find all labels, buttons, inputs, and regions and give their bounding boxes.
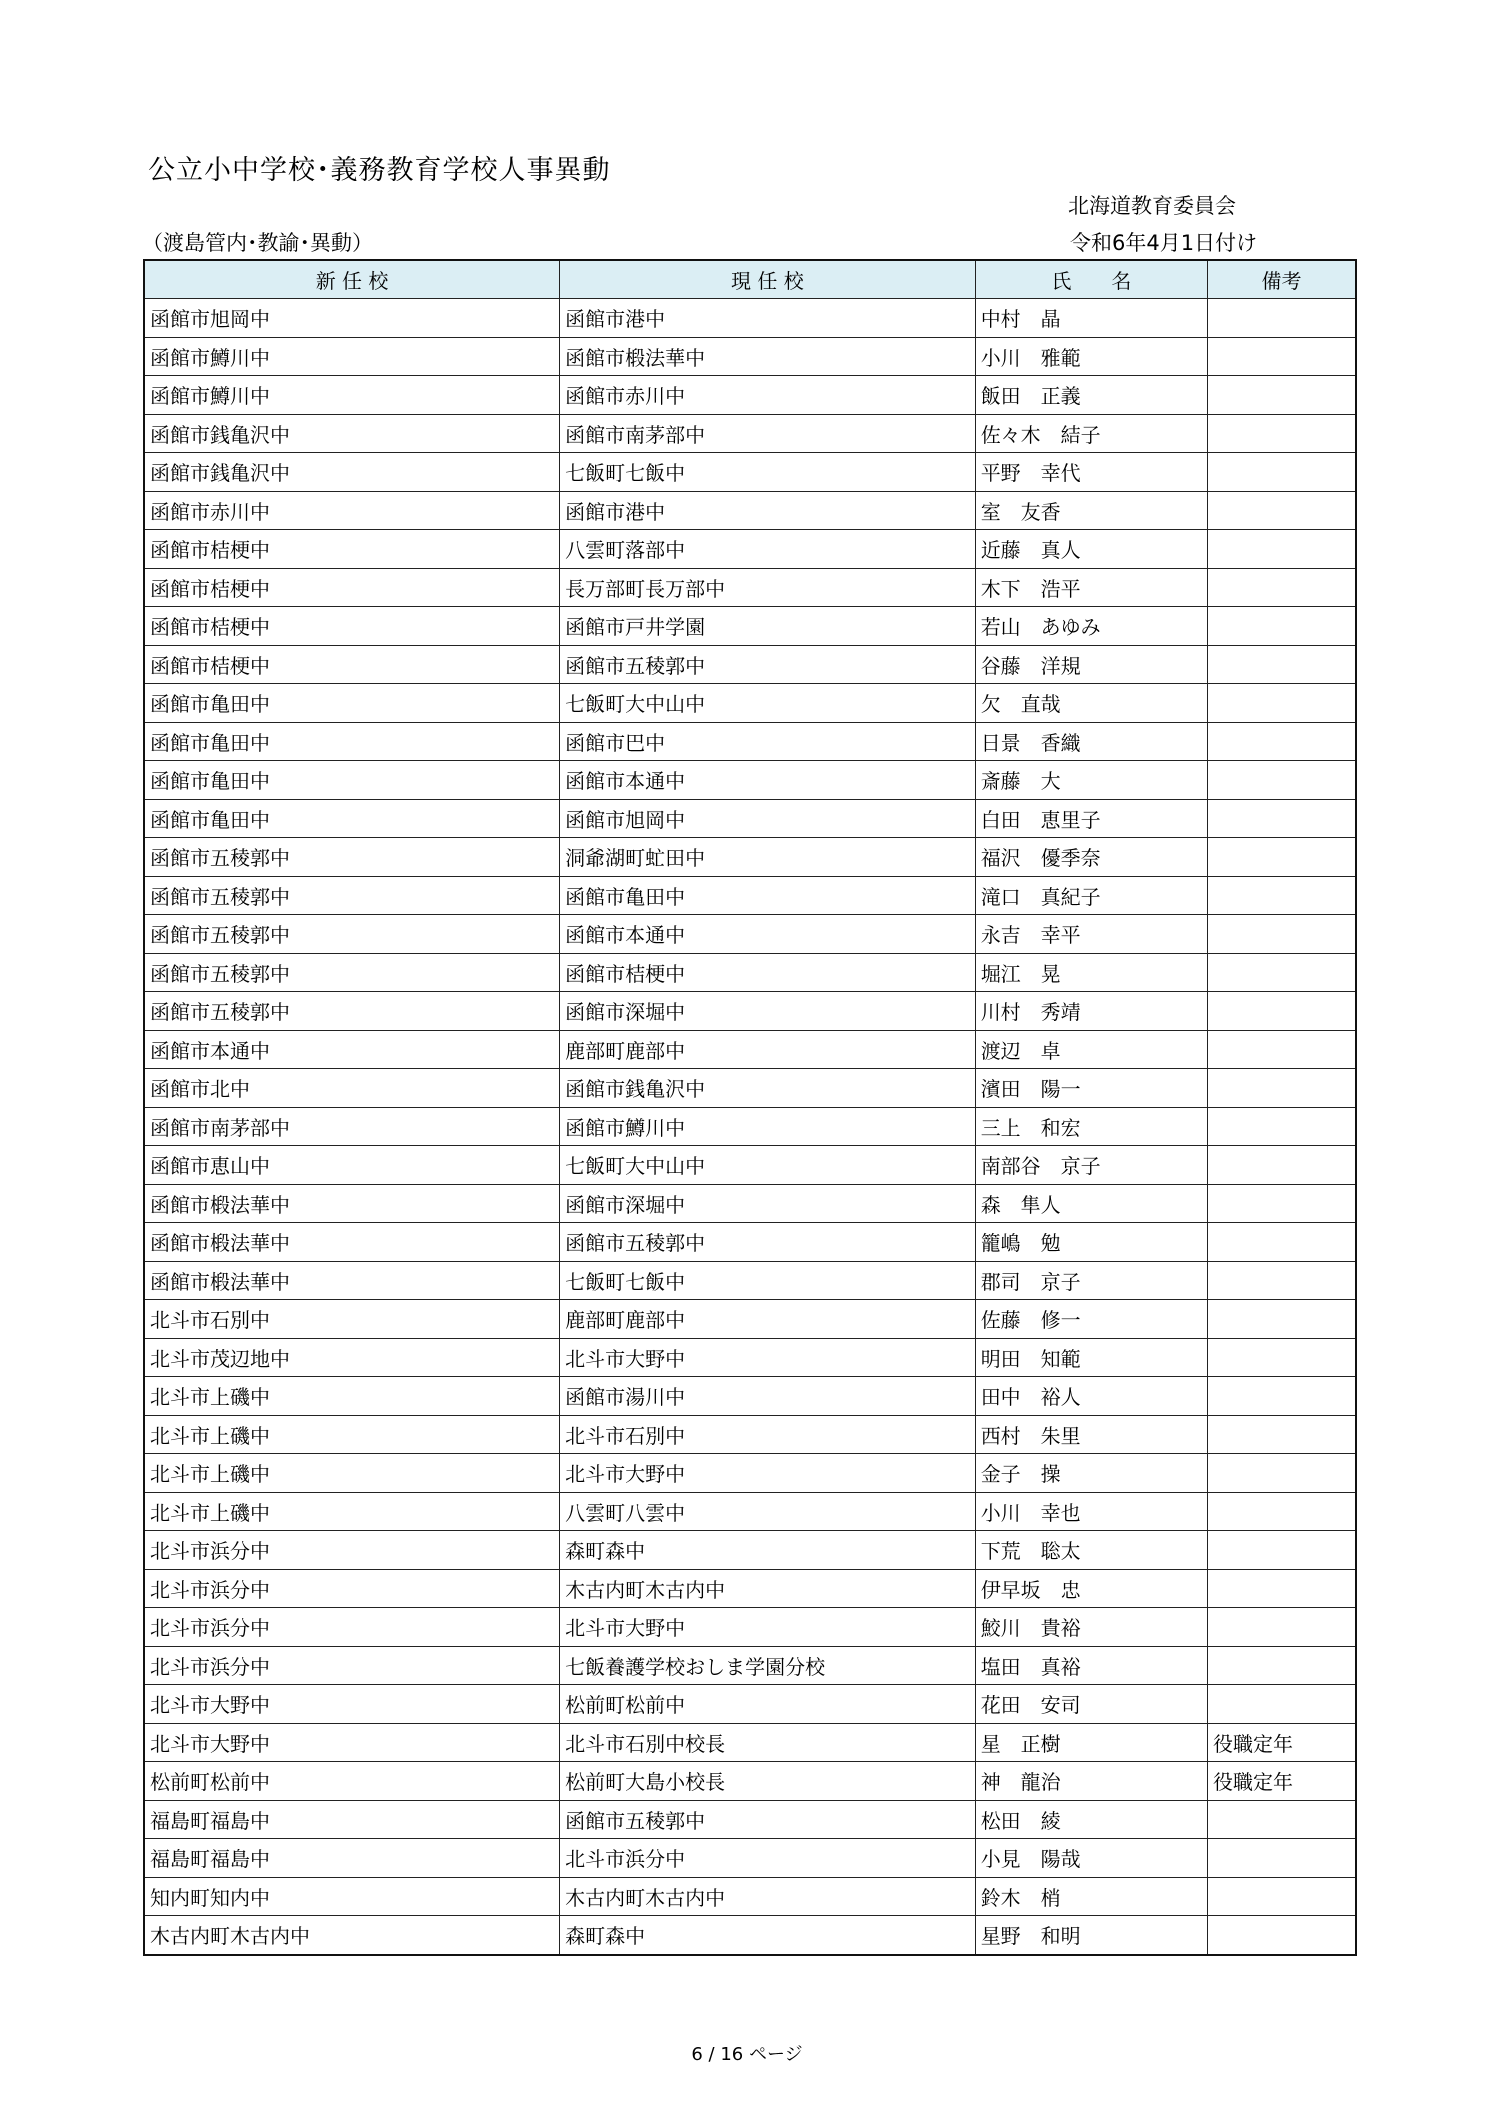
name-cell: 若山 あゆみ bbox=[975, 607, 1207, 646]
remarks-cell bbox=[1208, 299, 1356, 338]
personnel-table bbox=[143, 259, 1357, 1956]
table-row bbox=[144, 1800, 1356, 1839]
current-school-cell: 函館市桔梗中 bbox=[560, 953, 976, 992]
name-cell: 星 正樹 bbox=[975, 1723, 1207, 1762]
remarks-cell bbox=[1208, 1531, 1356, 1570]
remarks-cell bbox=[1208, 761, 1356, 800]
table-row bbox=[144, 1454, 1356, 1493]
name-cell: 川村 秀靖 bbox=[975, 992, 1207, 1031]
table-body bbox=[144, 299, 1356, 1955]
table-row bbox=[144, 568, 1356, 607]
remarks-cell bbox=[1208, 645, 1356, 684]
current-school-cell: 北斗市浜分中 bbox=[560, 1839, 976, 1878]
issuer: 北海道教育委員会 bbox=[1068, 194, 1236, 218]
current-school-cell: 森町森中 bbox=[560, 1916, 976, 1955]
new-school-cell: 北斗市浜分中 bbox=[144, 1569, 560, 1608]
remarks-cell bbox=[1208, 1916, 1356, 1955]
name-cell: 伊早坂 忠 bbox=[975, 1569, 1207, 1608]
name-cell: 金子 操 bbox=[975, 1454, 1207, 1493]
current-school-cell: 北斗市大野中 bbox=[560, 1608, 976, 1647]
name-cell: 籠嶋 勉 bbox=[975, 1223, 1207, 1262]
name-cell: 白田 恵里子 bbox=[975, 799, 1207, 838]
table-header bbox=[144, 260, 1356, 299]
remarks-cell bbox=[1208, 1415, 1356, 1454]
new-school-cell: 北斗市上磯中 bbox=[144, 1492, 560, 1531]
new-school-cell: 木古内町木古内中 bbox=[144, 1916, 560, 1955]
header-current-school: 現 任 校 bbox=[560, 260, 976, 299]
new-school-cell: 函館市椴法華中 bbox=[144, 1184, 560, 1223]
current-school-cell: 函館市巴中 bbox=[560, 722, 976, 761]
new-school-cell: 北斗市浜分中 bbox=[144, 1608, 560, 1647]
new-school-cell: 函館市旭岡中 bbox=[144, 299, 560, 338]
table-row bbox=[144, 1069, 1356, 1108]
name-cell: 谷藤 洋規 bbox=[975, 645, 1207, 684]
remarks-cell bbox=[1208, 1069, 1356, 1108]
new-school-cell: 函館市亀田中 bbox=[144, 684, 560, 723]
remarks-cell bbox=[1208, 1030, 1356, 1069]
table-row bbox=[144, 915, 1356, 954]
table-row bbox=[144, 607, 1356, 646]
page-number: 6 / 16 ページ bbox=[691, 2044, 803, 2065]
name-cell: 鈴木 梢 bbox=[975, 1877, 1207, 1916]
current-school-cell: 函館市旭岡中 bbox=[560, 799, 976, 838]
name-cell: 塩田 真裕 bbox=[975, 1646, 1207, 1685]
current-school-cell: 函館市港中 bbox=[560, 299, 976, 338]
remarks-cell bbox=[1208, 1839, 1356, 1878]
remarks-cell bbox=[1208, 1377, 1356, 1416]
remarks-cell bbox=[1208, 453, 1356, 492]
name-cell: 南部谷 京子 bbox=[975, 1146, 1207, 1185]
remarks-cell: 役職定年 bbox=[1208, 1762, 1356, 1801]
new-school-cell: 北斗市大野中 bbox=[144, 1685, 560, 1724]
remarks-cell bbox=[1208, 1107, 1356, 1146]
name-cell: 室 友香 bbox=[975, 491, 1207, 530]
remarks-cell bbox=[1208, 1454, 1356, 1493]
current-school-cell: 函館市湯川中 bbox=[560, 1377, 976, 1416]
name-cell: 花田 安司 bbox=[975, 1685, 1207, 1724]
remarks-cell bbox=[1208, 1223, 1356, 1262]
remarks-cell: 役職定年 bbox=[1208, 1723, 1356, 1762]
effective-date: 令和6年4月1日付け bbox=[1070, 231, 1258, 255]
name-cell: 濱田 陽一 bbox=[975, 1069, 1207, 1108]
table-row bbox=[144, 1723, 1356, 1762]
new-school-cell: 北斗市上磯中 bbox=[144, 1377, 560, 1416]
remarks-cell bbox=[1208, 1492, 1356, 1531]
remarks-cell bbox=[1208, 568, 1356, 607]
current-school-cell: 木古内町木古内中 bbox=[560, 1569, 976, 1608]
current-school-cell: 鹿部町鹿部中 bbox=[560, 1030, 976, 1069]
table-row bbox=[144, 1300, 1356, 1339]
table-row bbox=[144, 1415, 1356, 1454]
header-new-school: 新 任 校 bbox=[144, 260, 560, 299]
table-row bbox=[144, 799, 1356, 838]
new-school-cell: 北斗市石別中 bbox=[144, 1300, 560, 1339]
current-school-cell: 函館市五稜郭中 bbox=[560, 1223, 976, 1262]
remarks-cell bbox=[1208, 1608, 1356, 1647]
new-school-cell: 北斗市大野中 bbox=[144, 1723, 560, 1762]
name-cell: 田中 裕人 bbox=[975, 1377, 1207, 1416]
current-school-cell: 七飯町七飯中 bbox=[560, 1261, 976, 1300]
current-school-cell: 北斗市大野中 bbox=[560, 1338, 976, 1377]
page-title: 公立小中学校･義務教育学校人事異動 bbox=[148, 155, 611, 186]
current-school-cell: 函館市港中 bbox=[560, 491, 976, 530]
table-row bbox=[144, 1646, 1356, 1685]
name-cell: 神 龍治 bbox=[975, 1762, 1207, 1801]
remarks-cell bbox=[1208, 1261, 1356, 1300]
table-row bbox=[144, 1184, 1356, 1223]
name-cell: 明田 知範 bbox=[975, 1338, 1207, 1377]
new-school-cell: 函館市恵山中 bbox=[144, 1146, 560, 1185]
current-school-cell: 七飯養護学校おしま学園分校 bbox=[560, 1646, 976, 1685]
current-school-cell: 木古内町木古内中 bbox=[560, 1877, 976, 1916]
current-school-cell: 函館市鱒川中 bbox=[560, 1107, 976, 1146]
current-school-cell: 函館市深堀中 bbox=[560, 1184, 976, 1223]
remarks-cell bbox=[1208, 876, 1356, 915]
table-row bbox=[144, 1762, 1356, 1801]
remarks-cell bbox=[1208, 414, 1356, 453]
current-school-cell: 洞爺湖町虻田中 bbox=[560, 838, 976, 877]
current-school-cell: 松前町大島小校長 bbox=[560, 1762, 976, 1801]
name-cell: 三上 和宏 bbox=[975, 1107, 1207, 1146]
name-cell: 下荒 聡太 bbox=[975, 1531, 1207, 1570]
remarks-cell bbox=[1208, 953, 1356, 992]
table-row bbox=[144, 722, 1356, 761]
header-row bbox=[144, 260, 1356, 299]
remarks-cell bbox=[1208, 530, 1356, 569]
name-cell: 欠 直哉 bbox=[975, 684, 1207, 723]
remarks-cell bbox=[1208, 607, 1356, 646]
name-cell: 福沢 優季奈 bbox=[975, 838, 1207, 877]
table-row bbox=[144, 1839, 1356, 1878]
new-school-cell: 函館市五稜郭中 bbox=[144, 992, 560, 1031]
name-cell: 郡司 京子 bbox=[975, 1261, 1207, 1300]
new-school-cell: 函館市五稜郭中 bbox=[144, 915, 560, 954]
table-row bbox=[144, 1107, 1356, 1146]
name-cell: 小川 雅範 bbox=[975, 337, 1207, 376]
new-school-cell: 函館市亀田中 bbox=[144, 761, 560, 800]
new-school-cell: 函館市南茅部中 bbox=[144, 1107, 560, 1146]
table-row bbox=[144, 1877, 1356, 1916]
new-school-cell: 函館市銭亀沢中 bbox=[144, 414, 560, 453]
remarks-cell bbox=[1208, 337, 1356, 376]
remarks-cell bbox=[1208, 1877, 1356, 1916]
remarks-cell bbox=[1208, 1685, 1356, 1724]
name-cell: 永吉 幸平 bbox=[975, 915, 1207, 954]
current-school-cell: 函館市赤川中 bbox=[560, 376, 976, 415]
current-school-cell: 七飯町大中山中 bbox=[560, 1146, 976, 1185]
new-school-cell: 函館市銭亀沢中 bbox=[144, 453, 560, 492]
name-cell: 森 隼人 bbox=[975, 1184, 1207, 1223]
remarks-cell bbox=[1208, 1146, 1356, 1185]
name-cell: 松田 綾 bbox=[975, 1800, 1207, 1839]
header-name: 氏 名 bbox=[975, 260, 1207, 299]
new-school-cell: 福島町福島中 bbox=[144, 1839, 560, 1878]
name-cell: 小見 陽哉 bbox=[975, 1839, 1207, 1878]
current-school-cell: 函館市椴法華中 bbox=[560, 337, 976, 376]
table-row bbox=[144, 1223, 1356, 1262]
remarks-cell bbox=[1208, 1800, 1356, 1839]
new-school-cell: 函館市五稜郭中 bbox=[144, 953, 560, 992]
current-school-cell: 北斗市大野中 bbox=[560, 1454, 976, 1493]
current-school-cell: 函館市五稜郭中 bbox=[560, 645, 976, 684]
name-cell: 堀江 晃 bbox=[975, 953, 1207, 992]
new-school-cell: 函館市亀田中 bbox=[144, 722, 560, 761]
table-row bbox=[144, 1492, 1356, 1531]
new-school-cell: 函館市鱒川中 bbox=[144, 376, 560, 415]
current-school-cell: 北斗市石別中 bbox=[560, 1415, 976, 1454]
table-row bbox=[144, 299, 1356, 338]
current-school-cell: 北斗市石別中校長 bbox=[560, 1723, 976, 1762]
name-cell: 佐藤 修一 bbox=[975, 1300, 1207, 1339]
new-school-cell: 北斗市浜分中 bbox=[144, 1646, 560, 1685]
name-cell: 滝口 真紀子 bbox=[975, 876, 1207, 915]
name-cell: 中村 晶 bbox=[975, 299, 1207, 338]
remarks-cell bbox=[1208, 1646, 1356, 1685]
name-cell: 鮫川 貴裕 bbox=[975, 1608, 1207, 1647]
current-school-cell: 函館市銭亀沢中 bbox=[560, 1069, 976, 1108]
current-school-cell: 函館市本通中 bbox=[560, 761, 976, 800]
new-school-cell: 函館市五稜郭中 bbox=[144, 838, 560, 877]
table-row bbox=[144, 953, 1356, 992]
remarks-cell bbox=[1208, 915, 1356, 954]
table-row bbox=[144, 530, 1356, 569]
header-remarks: 備考 bbox=[1208, 260, 1356, 299]
name-cell: 渡辺 卓 bbox=[975, 1030, 1207, 1069]
table-row bbox=[144, 414, 1356, 453]
new-school-cell: 函館市椴法華中 bbox=[144, 1223, 560, 1262]
table-row bbox=[144, 337, 1356, 376]
new-school-cell: 函館市北中 bbox=[144, 1069, 560, 1108]
table-row bbox=[144, 1338, 1356, 1377]
current-school-cell: 函館市亀田中 bbox=[560, 876, 976, 915]
table-row bbox=[144, 1608, 1356, 1647]
current-school-cell: 函館市深堀中 bbox=[560, 992, 976, 1031]
new-school-cell: 函館市五稜郭中 bbox=[144, 876, 560, 915]
table-row bbox=[144, 453, 1356, 492]
new-school-cell: 北斗市上磯中 bbox=[144, 1454, 560, 1493]
new-school-cell: 函館市本通中 bbox=[144, 1030, 560, 1069]
name-cell: 斎藤 大 bbox=[975, 761, 1207, 800]
new-school-cell: 北斗市上磯中 bbox=[144, 1415, 560, 1454]
remarks-cell bbox=[1208, 992, 1356, 1031]
table-row bbox=[144, 992, 1356, 1031]
remarks-cell bbox=[1208, 1569, 1356, 1608]
table-row bbox=[144, 838, 1356, 877]
new-school-cell: 函館市桔梗中 bbox=[144, 568, 560, 607]
name-cell: 木下 浩平 bbox=[975, 568, 1207, 607]
name-cell: 飯田 正義 bbox=[975, 376, 1207, 415]
remarks-cell bbox=[1208, 838, 1356, 877]
new-school-cell: 北斗市茂辺地中 bbox=[144, 1338, 560, 1377]
table-row bbox=[144, 1916, 1356, 1955]
current-school-cell: 函館市五稜郭中 bbox=[560, 1800, 976, 1839]
table-row bbox=[144, 1261, 1356, 1300]
current-school-cell: 松前町松前中 bbox=[560, 1685, 976, 1724]
current-school-cell: 函館市南茅部中 bbox=[560, 414, 976, 453]
name-cell: 西村 朱里 bbox=[975, 1415, 1207, 1454]
current-school-cell: 森町森中 bbox=[560, 1531, 976, 1570]
new-school-cell: 函館市亀田中 bbox=[144, 799, 560, 838]
remarks-cell bbox=[1208, 799, 1356, 838]
table-row bbox=[144, 645, 1356, 684]
name-cell: 小川 幸也 bbox=[975, 1492, 1207, 1531]
new-school-cell: 函館市鱒川中 bbox=[144, 337, 560, 376]
remarks-cell bbox=[1208, 1184, 1356, 1223]
table-row bbox=[144, 1569, 1356, 1608]
new-school-cell: 福島町福島中 bbox=[144, 1800, 560, 1839]
current-school-cell: 函館市本通中 bbox=[560, 915, 976, 954]
table-row bbox=[144, 376, 1356, 415]
remarks-cell bbox=[1208, 1300, 1356, 1339]
name-cell: 日景 香織 bbox=[975, 722, 1207, 761]
current-school-cell: 七飯町七飯中 bbox=[560, 453, 976, 492]
table-row bbox=[144, 1531, 1356, 1570]
new-school-cell: 函館市赤川中 bbox=[144, 491, 560, 530]
current-school-cell: 長万部町長万部中 bbox=[560, 568, 976, 607]
current-school-cell: 鹿部町鹿部中 bbox=[560, 1300, 976, 1339]
new-school-cell: 函館市桔梗中 bbox=[144, 530, 560, 569]
name-cell: 星野 和明 bbox=[975, 1916, 1207, 1955]
new-school-cell: 函館市桔梗中 bbox=[144, 607, 560, 646]
table-row bbox=[144, 876, 1356, 915]
name-cell: 佐々木 結子 bbox=[975, 414, 1207, 453]
remarks-cell bbox=[1208, 491, 1356, 530]
table-row bbox=[144, 1685, 1356, 1724]
remarks-cell bbox=[1208, 722, 1356, 761]
current-school-cell: 八雲町落部中 bbox=[560, 530, 976, 569]
table-row bbox=[144, 684, 1356, 723]
remarks-cell bbox=[1208, 684, 1356, 723]
new-school-cell: 函館市桔梗中 bbox=[144, 645, 560, 684]
current-school-cell: 函館市戸井学園 bbox=[560, 607, 976, 646]
remarks-cell bbox=[1208, 376, 1356, 415]
remarks-cell bbox=[1208, 1338, 1356, 1377]
current-school-cell: 七飯町大中山中 bbox=[560, 684, 976, 723]
name-cell: 近藤 真人 bbox=[975, 530, 1207, 569]
new-school-cell: 北斗市浜分中 bbox=[144, 1531, 560, 1570]
current-school-cell: 八雲町八雲中 bbox=[560, 1492, 976, 1531]
table-row bbox=[144, 1146, 1356, 1185]
region-label: （渡島管内･教諭･異動） bbox=[142, 231, 373, 255]
name-cell: 平野 幸代 bbox=[975, 453, 1207, 492]
new-school-cell: 知内町知内中 bbox=[144, 1877, 560, 1916]
table-row bbox=[144, 491, 1356, 530]
table-row bbox=[144, 761, 1356, 800]
table-row bbox=[144, 1030, 1356, 1069]
table-row bbox=[144, 1377, 1356, 1416]
new-school-cell: 函館市椴法華中 bbox=[144, 1261, 560, 1300]
new-school-cell: 松前町松前中 bbox=[144, 1762, 560, 1801]
